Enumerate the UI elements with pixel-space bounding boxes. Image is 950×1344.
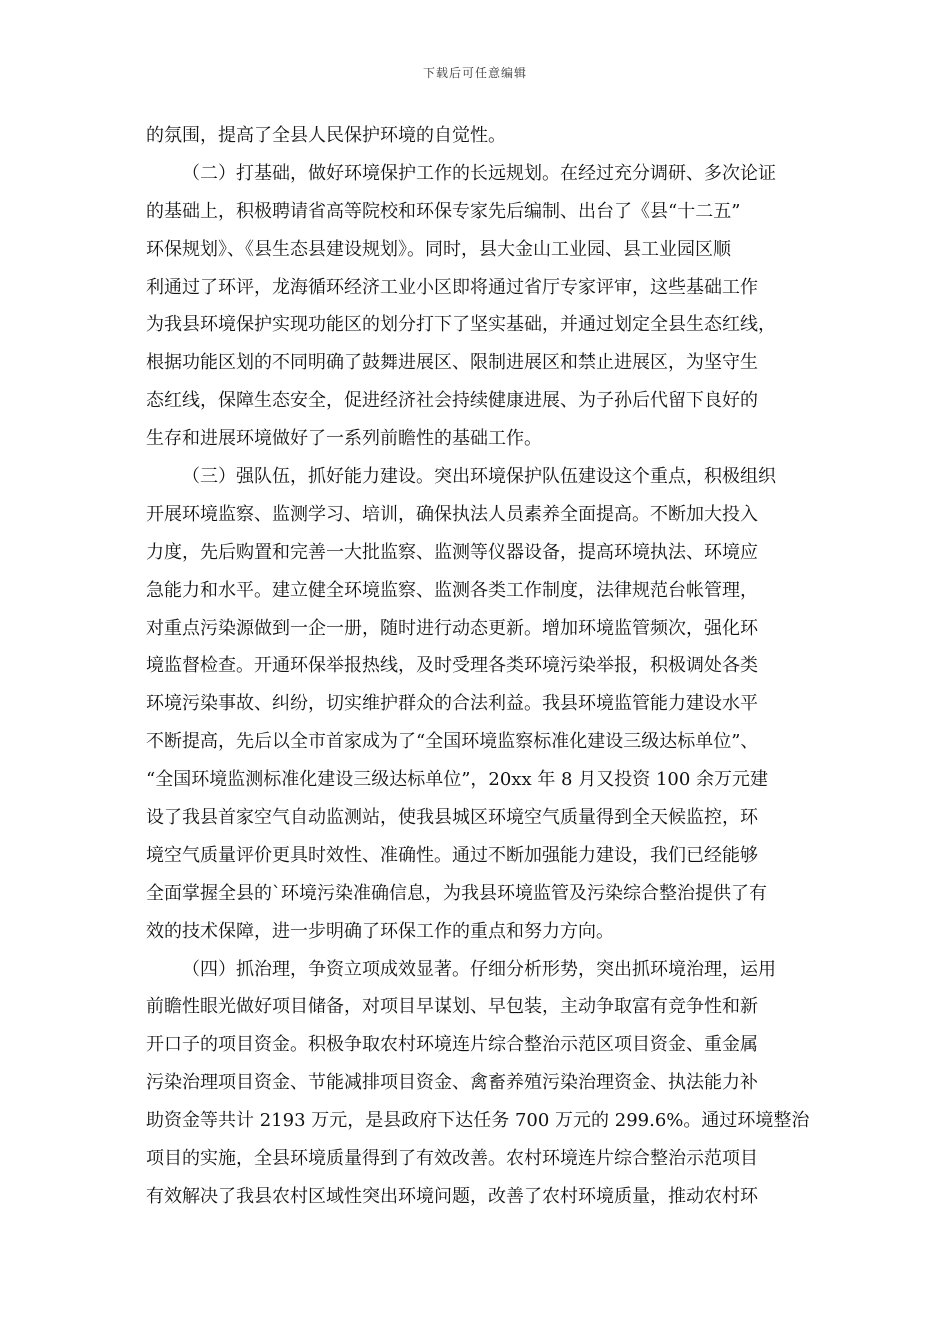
text-line: 开展环境监察、监测学习、培训，确保执法人员素养全面提高。不断加大投入 — [146, 503, 758, 525]
text-line: 的氛围，提高了全县人民保护环境的自觉性。 — [146, 125, 506, 146]
text-line: 对重点污染源做到一企一册，随时进行动态更新。增加环境监管频次，强化环 — [146, 617, 758, 639]
text-line: 的基础上，积极聘请省高等院校和环保专家先后编制、出台了《县“十二五” — [146, 200, 741, 222]
text-line: 全面掌握全县的`环境污染准确信息，为我县环境监管及污染综合整治提供了有 — [146, 882, 767, 904]
text-line: “全国环境监测标准化建设三级达标单位”，20xx 年 8 月又投资 100 余万元建 — [146, 769, 769, 791]
text-line: 效的技术保障，进一步明确了环保工作的重点和努力方向。 — [146, 920, 614, 942]
document-body — [146, 117, 810, 1216]
text-line: 污染治理项目资金、节能减排项目资金、禽畜养殖污染治理资金、执法能力补 — [146, 1072, 758, 1094]
text-line: （四）抓治理，争资立项成效显著。仔细分析形势，突出抓环境治理，运用 — [182, 958, 776, 980]
text-line: 有效解决了我县农村区域性突出环境问题，改善了农村环境质量，推动农村环 — [146, 1185, 758, 1207]
text-line: 前瞻性眼光做好项目储备，对项目早谋划、早包装，主动争取富有竞争性和新 — [146, 996, 758, 1018]
text-line: 生存和进展环境做好了一系列前瞻性的基础工作。 — [146, 428, 542, 450]
text-line: 开口子的项目资金。积极争取农村环境连片综合整治示范区项目资金、重金属 — [146, 1034, 758, 1056]
text-line: （二）打基础，做好环境保护工作的长远规划。在经过充分调研、多次论证 — [182, 162, 776, 184]
text-line: 境监督检查。开通环保举报热线，及时受理各类环境污染举报，积极调处各类 — [146, 655, 758, 677]
text-line: 设了我县首家空气自动监测站，使我县城区环境空气质量得到全天候监控，环 — [146, 807, 758, 829]
text-line: 急能力和水平。建立健全环境监察、监测各类工作制度，法律规范台帐管理， — [146, 579, 758, 601]
text-line: 环境污染事故、纠纷，切实维护群众的合法利益。我县环境监管能力建设水平 — [146, 693, 758, 715]
text-line: 利通过了环评，龙海循环经济工业小区即将通过省厅专家评审，这些基础工作 — [146, 276, 758, 298]
text-line: 环保规划》、《县生态县建设规划》。同时，县大金山工业园、县工业园区顺 — [146, 238, 731, 260]
text-line: （三）强队伍，抓好能力建设。突出环境保护队伍建设这个重点，积极组织 — [182, 466, 776, 488]
page-header-note: 下载后可任意编辑 — [422, 66, 527, 80]
text-line: 助资金等共计 2193 万元，是县政府下达任务 700 万元的 299.6%。通过环境整治 — [146, 1110, 810, 1132]
text-line: 项目的实施，全县环境质量得到了有效改善。农村环境连片综合整治示范项目 — [146, 1148, 758, 1170]
text-line: 力度，先后购置和完善一大批监察、监测等仪器设备，提高环境执法、环境应 — [146, 541, 758, 563]
text-line: 境空气质量评价更具时效性、准确性。通过不断加强能力建设，我们已经能够 — [146, 844, 758, 866]
text-line: 为我县环境保护实现功能区的划分打下了坚实基础，并通过划定全县生态红线， — [146, 314, 776, 336]
text-line: 不断提高，先后以全市首家成为了“全国环境监察标准化建设三级达标单位”、 — [146, 731, 759, 753]
text-line: 态红线，保障生态安全，促进经济社会持续健康进展、为子孙后代留下良好的 — [146, 390, 758, 412]
text-line: 根据功能区划的不同明确了鼓舞进展区、限制进展区和禁止进展区，为坚守生 — [146, 352, 758, 374]
